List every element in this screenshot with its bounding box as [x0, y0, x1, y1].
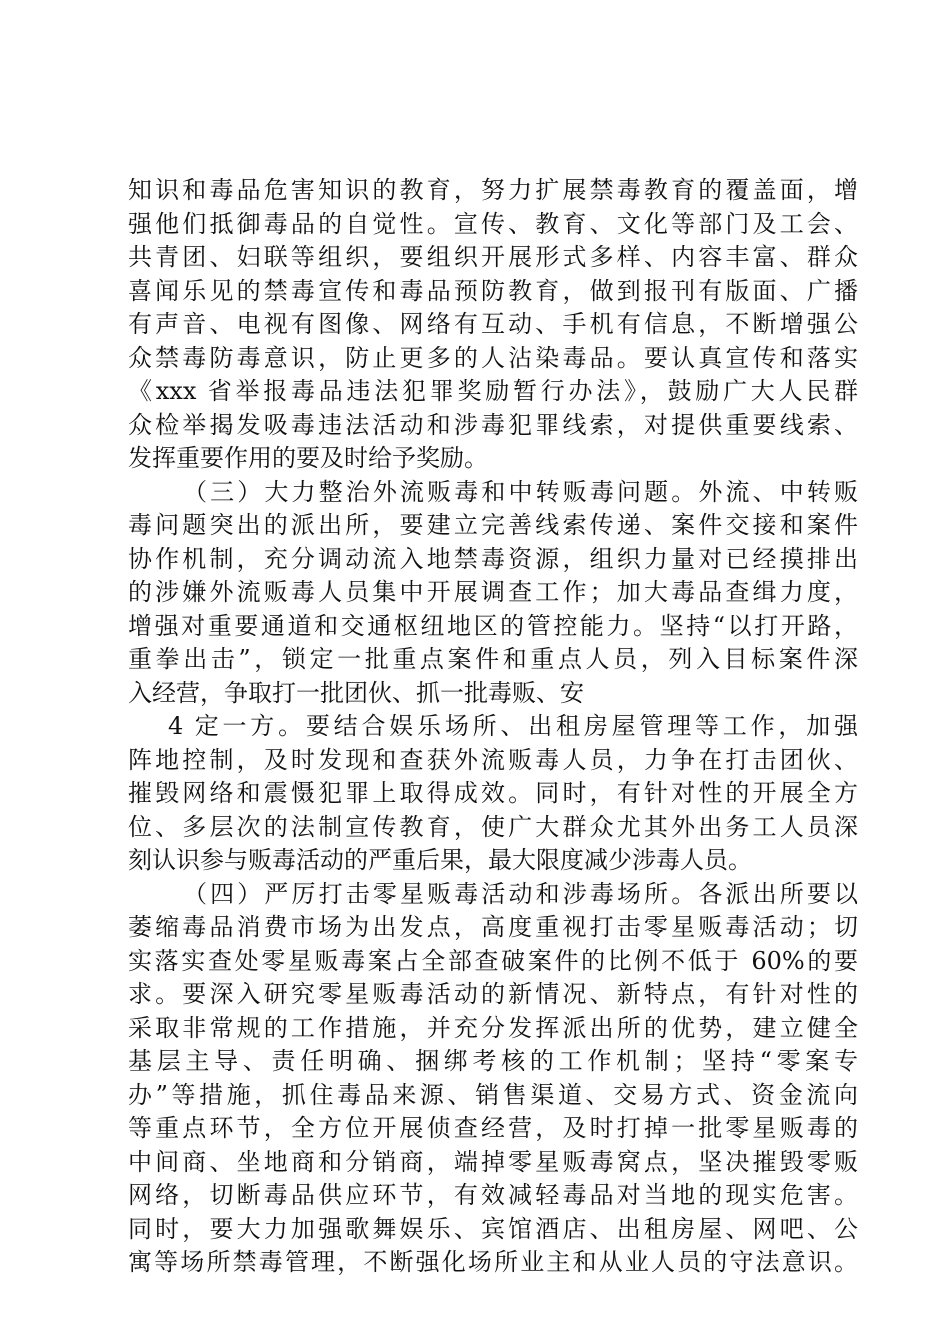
text-line: 发挥重要作用的要及时给予奖励。	[128, 444, 488, 472]
text-line: 共青团、妇联等组织，要组织开展形式多样、内容丰富、群众	[128, 243, 858, 271]
text-line: 有声音、电视有图像、网络有互动、手机有信息，不断增强公	[128, 310, 858, 338]
text-line: 众检举揭发吸毒违法活动和涉毒犯罪线索，对提供重要线索、	[128, 410, 858, 439]
document-body	[128, 174, 858, 1280]
section-heading-line: （三）大力整治外流贩毒和中转贩毒问题。外流、中转贩	[183, 477, 858, 506]
text-line: 摧毁网络和震慑犯罪上取得成效。同时，有针对性的开展全方	[128, 779, 858, 807]
text-line: 重拳出击”，锁定一批重点案件和重点人员，列入目标案件深	[128, 645, 858, 673]
text-line: 喜闻乐见的禁毒宣传和毒品预防教育，做到报刊有版面、广播	[128, 276, 858, 305]
text-line: 采取非常规的工作措施，并充分发挥派出所的优势，建立健全	[128, 1013, 858, 1042]
text-line: 阵地控制，及时发现和查获外流贩毒人员，力争在打击团伙、	[128, 745, 858, 774]
text-line: 毒问题突出的派出所，要建立完善线索传递、案件交接和案件	[128, 511, 858, 539]
text-line: 位、多层次的法制宣传教育，使广大群众尤其外出务工人员深	[128, 812, 858, 841]
text-line: 增强对重要通道和交通枢纽地区的管控能力。坚持“以打开路，	[128, 611, 858, 640]
section-heading-line: （四）严厉打击零星贩毒活动和涉毒场所。各派出所要以	[183, 879, 858, 908]
text-line: 众禁毒防毒意识，防止更多的人沾染毒品。要认真宣传和落实	[128, 343, 858, 372]
page-number-line: 4 定一方。要结合娱乐场所、出租房屋管理等工作，加强	[168, 712, 858, 740]
text-line: 同时，要大力加强歌舞娱乐、宾馆酒店、出租房屋、网吧、公	[128, 1214, 858, 1243]
text-line: 《xxx 省举报毒品违法犯罪奖励暂行办法》，鼓励广大人民群	[128, 377, 858, 405]
text-line: 等重点环节，全方位开展侦查经营，及时打掉一批零星贩毒的	[128, 1114, 858, 1142]
text-line: 刻认识参与贩毒活动的严重后果，最大限度减少涉毒人员。	[128, 846, 752, 874]
text-line: 入经营，争取打一批团伙、抓一批毒贩、安	[128, 678, 584, 707]
text-line: 的涉嫌外流贩毒人员集中开展调查工作；加大毒品查缉力度，	[128, 578, 858, 606]
text-line: 网络，切断毒品供应环节，有效减轻毒品对当地的现实危害。	[128, 1181, 858, 1209]
text-line: 中间商、坐地商和分销商，端掉零星贩毒窝点，坚决摧毁零贩	[128, 1147, 858, 1176]
text-line: 求。要深入研究零星贩毒活动的新情况、新特点，有针对性的	[128, 980, 858, 1008]
text-line: 寓等场所禁毒管理，不断强化场所业主和从业人员的守法意识。	[128, 1248, 858, 1276]
text-line: 实落实查处零星贩毒案占全部查破案件的比例不低于 60%的要	[128, 946, 858, 975]
text-line: 强他们抵御毒品的自觉性。宣传、教育、文化等部门及工会、	[128, 209, 858, 238]
text-line: 知识和毒品危害知识的教育，努力扩展禁毒教育的覆盖面，增	[128, 176, 858, 204]
text-line: 基层主导、责任明确、捆绑考核的工作机制；坚持“零案专	[128, 1047, 858, 1075]
text-line: 萎缩毒品消费市场为出发点，高度重视打击零星贩毒活动；切	[128, 913, 858, 941]
text-line: 协作机制，充分调动流入地禁毒资源，组织力量对已经摸排出	[128, 544, 858, 573]
text-line: 办”等措施，抓住毒品来源、销售渠道、交易方式、资金流向	[128, 1080, 858, 1109]
